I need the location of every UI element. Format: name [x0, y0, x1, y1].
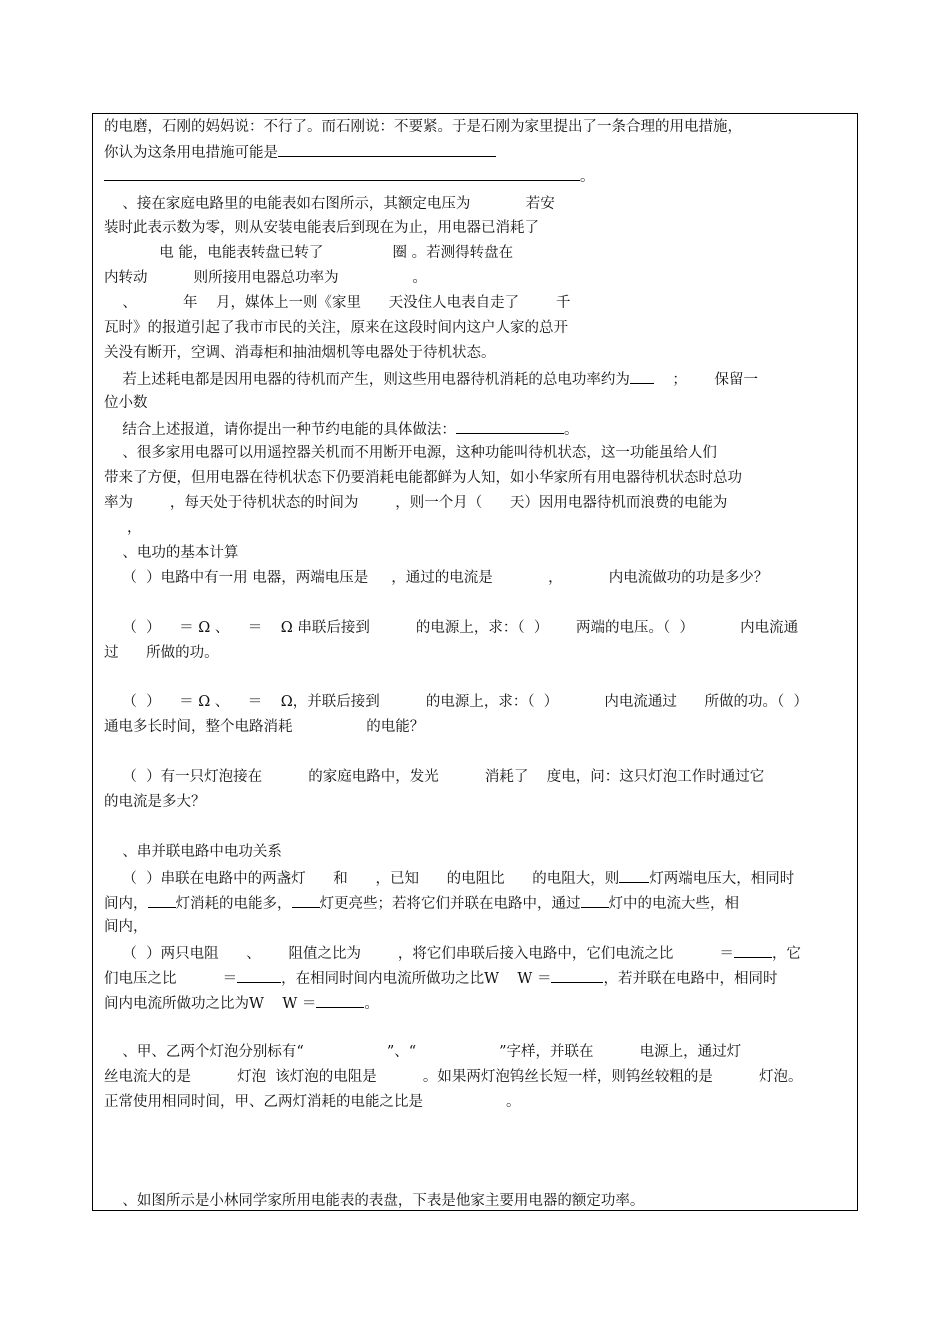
text-line — [104, 419, 578, 439]
text-span: 灯中的电流大些，相 — [608, 896, 739, 912]
text-line: 过 所做的功。 — [104, 645, 219, 661]
text-line: （ ）有一只灯泡接在 的家庭电路中，发光 消耗了 度电，问：这只灯泡工作时通过它 — [104, 769, 765, 785]
text-span: 结合上述报道，请你提出一种节约电能的具体做法： — [104, 422, 456, 438]
text-span: 灯两端电压大，相同时 — [649, 871, 795, 887]
text-span: 间内， — [104, 919, 148, 935]
text-line: ， — [104, 520, 142, 536]
answer-blank[interactable] — [292, 893, 320, 908]
text-line: 、很多家用电器可以用遥控器关机而不用断开电源，这种功能叫待机状态，这一功能虽给人们 — [104, 445, 717, 461]
text-span: ，若并联在电路中，相同时 — [603, 971, 778, 987]
text-line: 关没有断开，空调、消毒柜和抽油烟机等电器处于待机状态。 — [104, 345, 496, 361]
text-line: 、接在家庭电路里的电能表如右图所示，其额定电压为 若安 — [104, 196, 555, 212]
text-span: （ ）两只电阻 、 阻值之比为 ，将它们串联后接入电路中，它们电流之比 ＝ — [104, 946, 734, 962]
text-line: （ ） ＝ Ω 、 ＝ Ω 串联后接到 的电源上，求：（ ） 两端的电压。（ ） 内电流通 — [104, 620, 799, 636]
text-line — [104, 893, 739, 913]
text-span: 们电压之比 ＝ — [104, 971, 238, 987]
answer-blank[interactable] — [278, 142, 496, 157]
text-line: 内转动 则所接用电器总功率为 。 — [104, 270, 427, 286]
text-span: ，在相同时间内电流所做功之比W W ＝ — [281, 971, 552, 987]
text-line: 正常使用相同时间，甲、乙两灯消耗的电能之比是 。 — [104, 1094, 521, 1110]
text-line: 的电流是多大？ — [104, 794, 206, 810]
answer-blank[interactable] — [104, 166, 580, 181]
answer-blank[interactable] — [581, 893, 609, 908]
text-line: 、 年 月，媒体上一则《家里 天没住人电表自走了 千 — [104, 295, 571, 311]
text-line — [104, 142, 496, 162]
text-line — [104, 968, 777, 988]
text-span: 。 — [563, 422, 579, 438]
answer-blank[interactable] — [148, 893, 176, 908]
text-span: 灯更亮些；若将它们并联在电路中，通过 — [319, 896, 581, 912]
text-span: 。 — [580, 169, 595, 185]
text-line: 、串并联电路中电功关系 — [104, 844, 282, 860]
text-span: ，它 — [771, 946, 801, 962]
text-line: 、如图所示是小林同学家所用电能表的表盘，下表是他家主要用电器的额定功率。 — [104, 1193, 645, 1209]
text-line — [104, 918, 148, 936]
text-line: （ ） ＝ Ω 、 ＝ Ω，并联后接到 的电源上，求：（ ） 内电流通过 所做的功。（ ） — [104, 694, 808, 710]
answer-blank[interactable] — [316, 993, 364, 1008]
text-line: 带来了方便，但用电器在待机状态下仍要消耗电能都鲜为人知，如小华家所有用电器待机状态时总功 — [104, 470, 742, 486]
text-line — [104, 369, 758, 389]
text-line: 丝电流大的是 灯泡 该灯泡的电阻是 。如果两灯泡钨丝长短一样，则钨丝较粗的是 灯泡。 — [104, 1069, 803, 1085]
text-line: 电 能，电能表转盘已转了 圈 。若测得转盘在 — [104, 245, 514, 261]
text-line: 位小数 — [104, 395, 148, 411]
text-span: （ ）串联在电路中的两盏灯 和 ，已知 的电阻比 的电阻大，则 — [104, 871, 620, 887]
text-span: 若上述耗电都是因用电器的待机而产生，则这些用电器待机消耗的总电功率约为 — [104, 372, 630, 388]
text-line: （ ）电路中有一用 电器，两端电压是 ，通过的电流是 ， 内电流做功的功是多少？ — [104, 570, 769, 586]
answer-blank[interactable] — [630, 369, 654, 384]
answer-blank[interactable] — [551, 968, 603, 983]
text-line: 装时此表示数为零，则从安装电能表后到现在为止，用电器已消耗了 — [104, 220, 539, 236]
text-line: 、甲、乙两个灯泡分别标有“ ”、“ ”字样，并联在 电源上，通过灯 — [104, 1044, 742, 1060]
text-line: 、电功的基本计算 — [104, 545, 239, 561]
answer-blank[interactable] — [619, 868, 649, 883]
answer-blank[interactable] — [237, 968, 281, 983]
text-span: ； 保留一 — [653, 372, 759, 388]
text-line — [104, 993, 379, 1013]
text-line: 的电磨，石刚的妈妈说：不行了。而石刚说：不要紧。于是石刚为家里提出了一条合理的用电措施， — [104, 119, 742, 135]
text-line — [104, 943, 801, 963]
text-span: 。 — [364, 996, 379, 1012]
answer-blank[interactable] — [734, 943, 772, 958]
text-span: 间内， — [104, 896, 148, 912]
text-span: 灯消耗的电能多， — [175, 896, 292, 912]
text-line — [104, 868, 794, 888]
text-span: 间内电流所做功之比为W W ＝ — [104, 996, 317, 1012]
text-line: 瓦时》的报道引起了我市市民的关注，原来在这段时间内这户人家的总开 — [104, 320, 568, 336]
text-span: 你认为这条用电措施可能是 — [104, 145, 278, 161]
text-line: 率为 ，每天处于待机状态的时间为 ，则一个月（ 天）因用电器待机而浪费的电能为 — [104, 495, 728, 511]
answer-blank[interactable] — [456, 419, 564, 434]
text-line — [104, 166, 595, 186]
text-line: 通电多长时间，整个电路消耗 的电能？ — [104, 719, 425, 735]
